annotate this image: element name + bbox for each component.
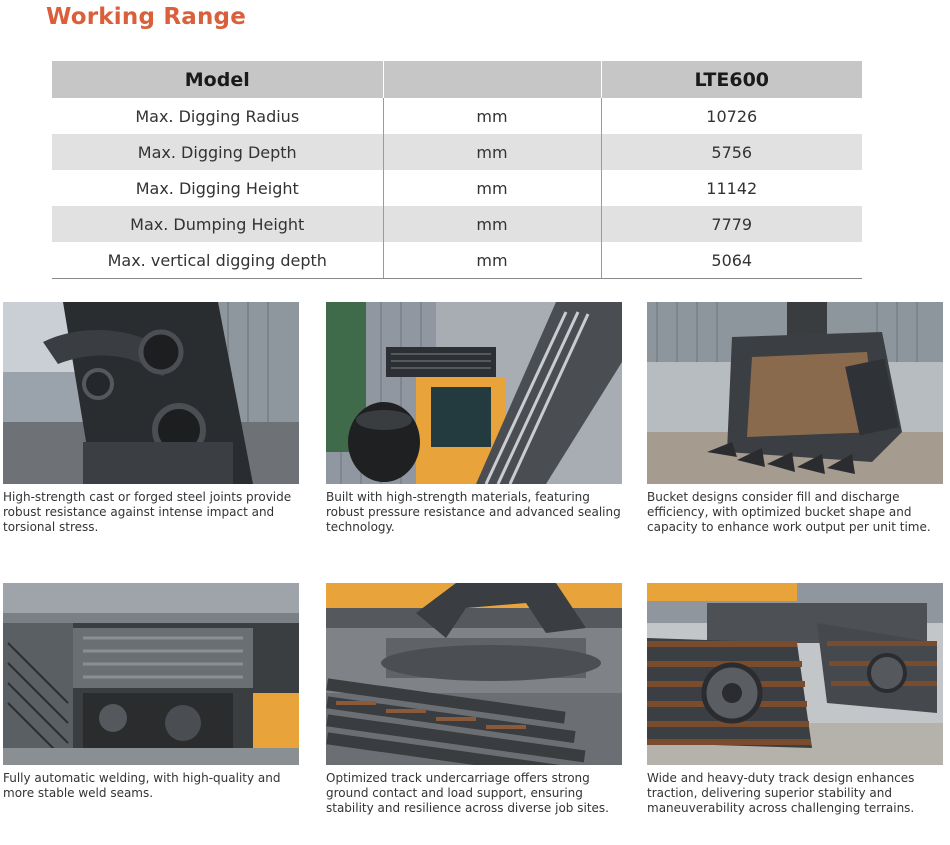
- feature-caption: Built with high-strength materials, featuring robust pressure resistance and advanced sealing technology.: [326, 490, 621, 534]
- spec-value: 10726: [601, 98, 862, 134]
- table-row: [52, 134, 862, 170]
- spec-name: Max. Digging Depth: [52, 134, 383, 170]
- header-unit: [383, 61, 601, 98]
- photo-boom-hoses: [326, 302, 622, 484]
- feature-card-tracks: [647, 583, 943, 816]
- spec-unit: mm: [383, 134, 601, 170]
- feature-caption: Fully automatic welding, with high-quality and more stable weld seams.: [3, 771, 281, 800]
- spec-unit: mm: [383, 242, 601, 279]
- working-range-table: [52, 61, 862, 279]
- spec-value: 7779: [601, 206, 862, 242]
- table-header-row: [52, 61, 862, 98]
- spec-unit: mm: [383, 206, 601, 242]
- feature-caption: Optimized track undercarriage offers strong ground contact and load support, ensuring stability and resilience across diverse job sites.: [326, 771, 609, 815]
- table-row: [52, 206, 862, 242]
- feature-card-joints: [3, 302, 299, 535]
- spec-name: Max. Digging Radius: [135, 106, 300, 126]
- spec-value: 5756: [601, 134, 862, 170]
- spec-unit: mm: [383, 98, 601, 134]
- spec-name: Max. Dumping Height: [52, 206, 383, 242]
- spec-unit: mm: [383, 170, 601, 206]
- photo-track-undercarriage: [326, 583, 622, 765]
- photo-engine: [3, 583, 299, 765]
- table-row: [52, 98, 862, 134]
- table-row: [52, 242, 862, 279]
- table-row: [52, 170, 862, 206]
- spec-value: 11142: [601, 170, 862, 206]
- feature-caption: Bucket designs consider fill and discharge efficiency, with optimized bucket shape and capacity to enhance work output per unit time.: [647, 490, 931, 534]
- section-title: Working Range: [46, 4, 246, 30]
- header-lte600: LTE600: [601, 61, 862, 98]
- feature-caption: High-strength cast or forged steel joints provide robust resistance against intense impact and torsional stress.: [3, 490, 292, 534]
- spec-value: 5064: [601, 242, 862, 279]
- spec-name: Max. vertical digging depth: [52, 242, 383, 279]
- feature-card-bucket: [647, 302, 943, 535]
- photo-bucket: [647, 302, 943, 484]
- feature-card-undercarriage: [326, 583, 622, 816]
- photo-steel-joints: [3, 302, 299, 484]
- feature-card-welding: [3, 583, 299, 801]
- spec-name: Max. Digging Height: [135, 178, 299, 198]
- feature-card-materials: [326, 302, 622, 535]
- feature-caption: Wide and heavy-duty track design enhances traction, delivering superior stability and maneuverability across challenging terrains.: [647, 771, 915, 815]
- photo-heavy-duty-tracks: [647, 583, 943, 765]
- header-model: Model: [52, 61, 383, 98]
